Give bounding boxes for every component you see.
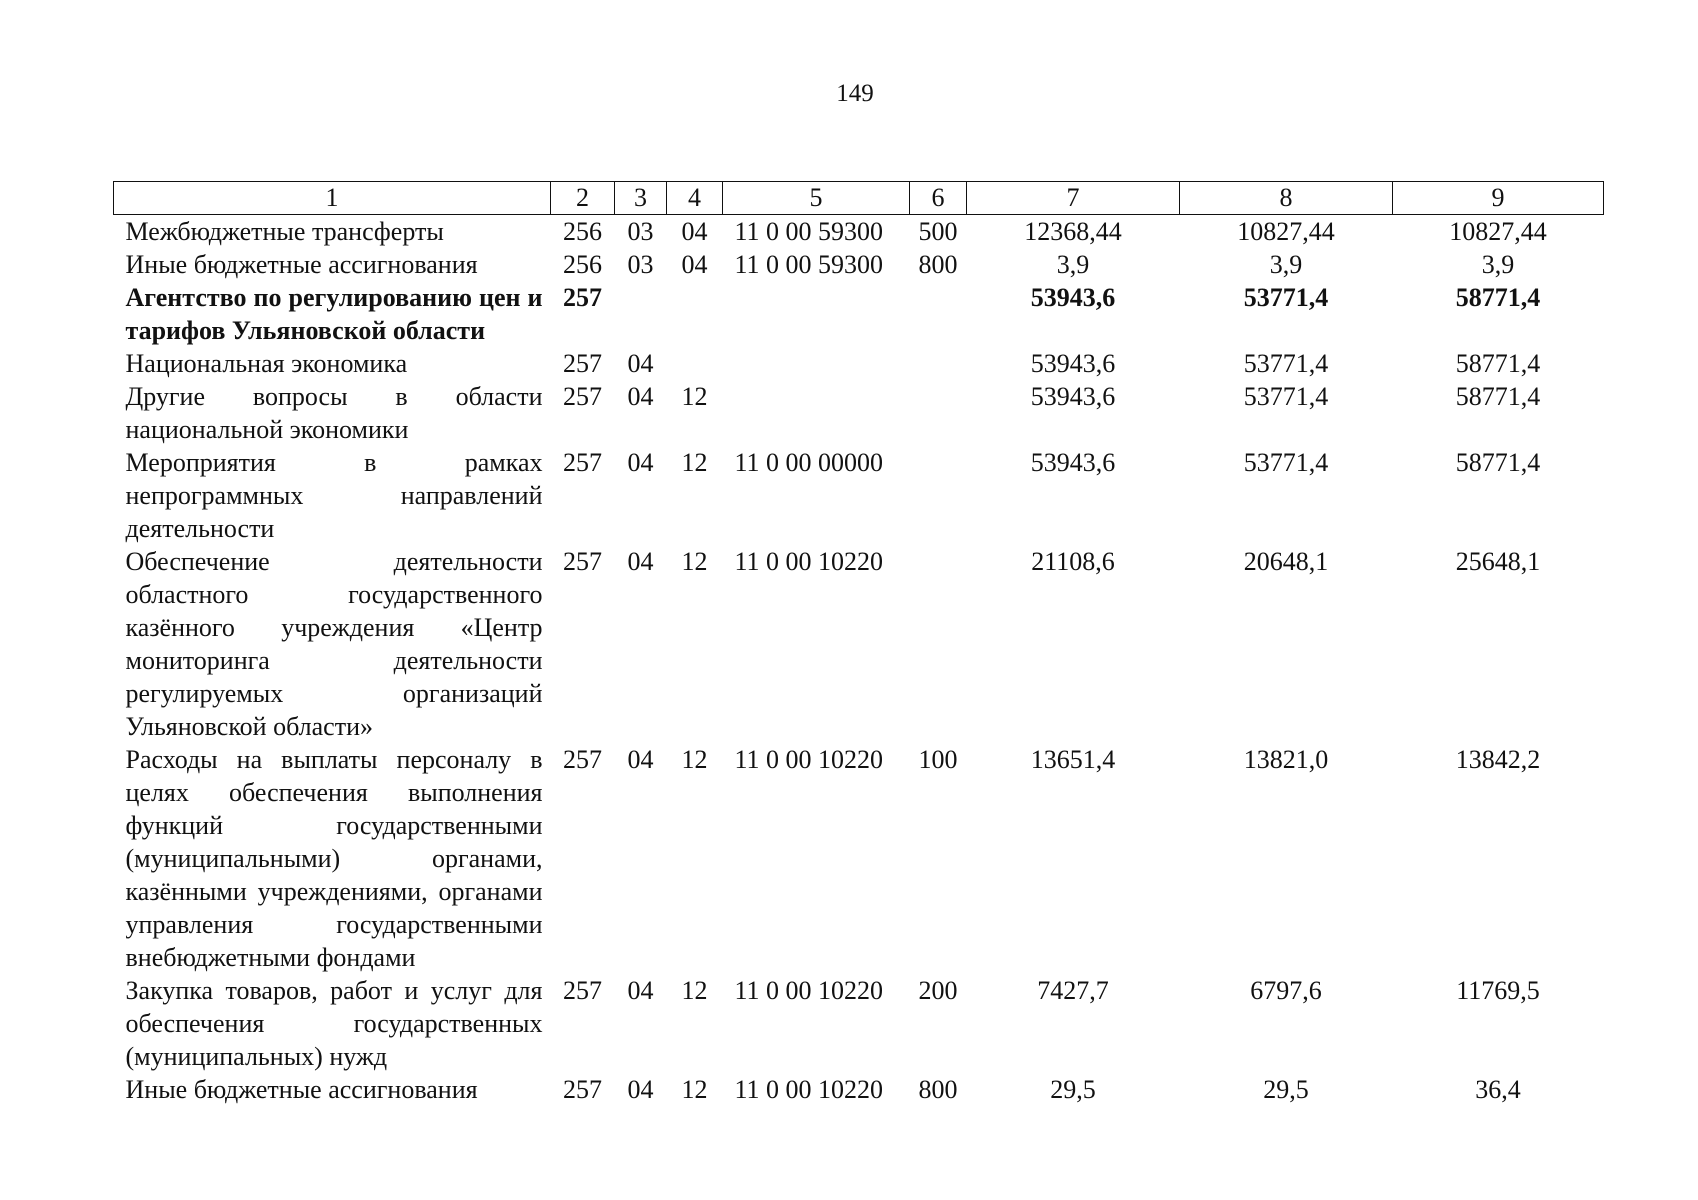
col2-code: 256 (563, 250, 602, 279)
col2-code: 257 (563, 1075, 602, 1104)
column-header-6: 6 (910, 182, 967, 215)
col7-amount: 13651,4 (1030, 745, 1116, 774)
column-header-7: 7 (967, 182, 1180, 215)
page-number: 149 (836, 80, 874, 107)
col6-expense-type: 200 (918, 976, 958, 1005)
col8-amount: 20648,1 (1243, 547, 1329, 576)
table-row (114, 380, 1604, 446)
col5-target-code: 11 0 00 10220 (734, 745, 884, 774)
col7-amount: 7427,7 (1037, 976, 1109, 1005)
col7-amount: 53943,6 (1030, 349, 1116, 378)
row-name: Иные бюджетные ассигнования (125, 1075, 478, 1104)
col9-amount: 58771,4 (1455, 382, 1541, 411)
col9-amount: 13842,2 (1455, 745, 1541, 774)
column-header-5: 5 (723, 182, 910, 215)
col5-target-code (723, 380, 910, 446)
table-row (114, 1073, 1604, 1106)
col4-subsection: 12 (681, 448, 708, 477)
col5-target-code: 11 0 00 59300 (734, 250, 884, 279)
column-header-1: 1 (114, 182, 551, 215)
col3-section: 04 (627, 382, 654, 411)
col7-amount: 53943,6 (1030, 382, 1116, 411)
col7-amount: 21108,6 (1031, 547, 1115, 576)
col5-target-code: 11 0 00 10220 (734, 547, 884, 576)
column-header-8: 8 (1180, 182, 1393, 215)
col3-section: 04 (627, 448, 654, 477)
col6-expense-type (910, 545, 967, 743)
col2-code: 257 (563, 547, 602, 576)
col8-amount: 53771,4 (1243, 448, 1329, 477)
col2-code: 257 (563, 349, 602, 378)
col9-amount: 58771,4 (1455, 283, 1541, 312)
col3-section: 03 (627, 217, 654, 246)
col8-amount: 6797,6 (1250, 976, 1322, 1005)
col3-section (615, 281, 667, 347)
col2-code: 256 (563, 217, 602, 246)
col9-amount: 3,9 (1481, 250, 1515, 279)
col3-section: 04 (627, 976, 654, 1005)
column-header-4: 4 (667, 182, 723, 215)
col2-code: 257 (563, 976, 602, 1005)
col3-section: 04 (627, 1075, 654, 1104)
col6-expense-type: 100 (918, 745, 958, 774)
col8-amount: 29,5 (1263, 1075, 1309, 1104)
table-row (114, 545, 1604, 743)
col8-amount: 3,9 (1269, 250, 1303, 279)
col6-expense-type (910, 347, 967, 380)
table-header (114, 182, 1604, 215)
col8-amount: 10827,44 (1237, 217, 1335, 246)
budget-table (113, 181, 1604, 1106)
table-body (114, 215, 1604, 1107)
col3-section: 03 (627, 250, 654, 279)
col7-amount: 53943,6 (1030, 283, 1116, 312)
table-row (114, 248, 1604, 281)
col6-expense-type (910, 380, 967, 446)
col6-expense-type: 500 (918, 217, 958, 246)
table-row (114, 347, 1604, 380)
col6-expense-type: 800 (918, 250, 958, 279)
col5-target-code: 11 0 00 59300 (734, 217, 884, 246)
col7-amount: 53943,6 (1030, 448, 1116, 477)
col9-amount: 10827,44 (1449, 217, 1547, 246)
row-name: Иные бюджетные ассигнования (125, 250, 478, 279)
col4-subsection (667, 281, 723, 347)
row-name: Расходы на выплаты персоналу в целях обеспечения выполнения функций государственными (муниципальными) органами, казёнными учреждениями, органами управления государственными внебюджетными фондами (125, 745, 543, 972)
row-name: Агентство по регулированию цен и тарифов Ульяновской области (125, 283, 543, 345)
row-name: Другие вопросы в области национальной экономики (125, 382, 543, 444)
col4-subsection: 04 (681, 217, 708, 246)
table-row (114, 281, 1604, 347)
table-row (114, 743, 1604, 974)
row-name: Межбюджетные трансферты (125, 217, 444, 246)
table-row (114, 974, 1604, 1073)
col5-target-code: 11 0 00 10220 (734, 976, 884, 1005)
col6-expense-type (910, 281, 967, 347)
row-name: Национальная экономика (125, 349, 408, 378)
col9-amount: 58771,4 (1455, 448, 1541, 477)
col3-section: 04 (627, 547, 654, 576)
header-row (114, 182, 1604, 215)
column-header-2: 2 (551, 182, 615, 215)
col5-target-code: 11 0 00 00000 (734, 448, 884, 477)
row-name: Закупка товаров, работ и услуг для обеспечения государственных (муниципальных) нужд (125, 976, 543, 1071)
col2-code: 257 (563, 283, 602, 312)
column-header-3: 3 (615, 182, 667, 215)
column-header-9: 9 (1393, 182, 1604, 215)
col9-amount: 25648,1 (1455, 547, 1541, 576)
row-name: Обеспечение деятельности областного государственного казённого учреждения «Центр мониторинга деятельности регулируемых организаций Ульяновской области» (125, 547, 543, 741)
col8-amount: 53771,4 (1243, 382, 1329, 411)
col6-expense-type (910, 446, 967, 545)
col4-subsection: 12 (681, 1075, 708, 1104)
col7-amount: 3,9 (1056, 250, 1090, 279)
col4-subsection: 12 (681, 745, 708, 774)
col4-subsection: 12 (681, 547, 708, 576)
table-row (114, 215, 1604, 249)
col7-amount: 12368,44 (1024, 217, 1122, 246)
col9-amount: 11769,5 (1456, 976, 1540, 1005)
col8-amount: 53771,4 (1243, 349, 1329, 378)
col9-amount: 58771,4 (1455, 349, 1541, 378)
row-name: Мероприятия в рамках непрограммных направлений деятельности (125, 448, 543, 543)
col2-code: 257 (563, 448, 602, 477)
col5-target-code (723, 347, 910, 380)
col3-section: 04 (627, 745, 654, 774)
col8-amount: 53771,4 (1243, 283, 1329, 312)
col3-section: 04 (627, 349, 654, 378)
col5-target-code (723, 281, 910, 347)
col2-code: 257 (563, 745, 602, 774)
col2-code: 257 (563, 382, 602, 411)
col4-subsection: 12 (681, 976, 708, 1005)
col7-amount: 29,5 (1050, 1075, 1096, 1104)
col5-target-code: 11 0 00 10220 (734, 1075, 884, 1104)
col6-expense-type: 800 (918, 1075, 958, 1104)
table-row (114, 446, 1604, 545)
col9-amount: 36,4 (1475, 1075, 1521, 1104)
col4-subsection: 04 (681, 250, 708, 279)
col8-amount: 13821,0 (1243, 745, 1329, 774)
col4-subsection (667, 347, 723, 380)
col4-subsection: 12 (681, 382, 708, 411)
